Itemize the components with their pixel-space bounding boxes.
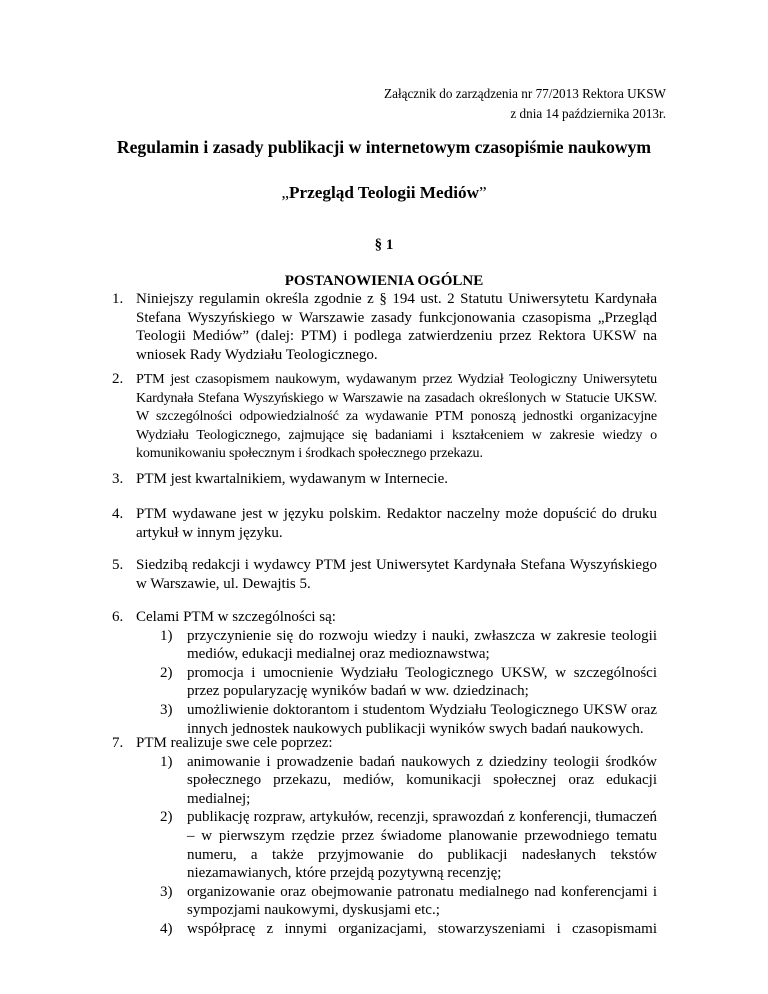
sub-item-number: 3) <box>160 701 173 718</box>
sub-item-7-2 <box>160 808 657 882</box>
list-item-text: PTM jest czasopismem naukowym, wydawanym przez Wydział Teologiczny Uniwersytetu Kardynała Stefana Wyszyńskiego w Warszawie na zasadach określonych w Statucie UKSW. W szczególności odpowiedzialność za wydawanie PTM ponoszą jednostki organizacyjne Wydziału Teologicznego, zajmujące się badaniami i kształceniem w zakresie wiedzy o komunikowaniu społecznym i środkach społecznego przekazu. <box>136 371 657 462</box>
list-item-7 <box>112 734 657 939</box>
list-item-number: 2. <box>112 371 124 387</box>
sub-item-text: publikację rozpraw, artykułów, recenzji, sprawozdań z konferencji, tłumaczeń – w pierwszym rzędzie przez świadome planowanie przewodniego tematu numeru, a także przyjmowanie do publikacji nadesłanych tekstów niezamawianych, które przejdą pozytywną recenzję; <box>187 809 657 882</box>
sub-item-text: przyczynienie się do rozwoju wiedzy i nauki, zwłaszcza w zakresie teologii mediów, edukacji medialnej oraz medioznawstwa; <box>187 627 657 663</box>
list-item-number: 4. <box>112 506 124 522</box>
attachment-note-line-1: Załącznik do zarządzenia nr 77/2013 Rektora UKSW <box>384 86 666 101</box>
open-quote: „ <box>281 183 289 202</box>
sub-item-text: promocja i umocnienie Wydziału Teologicznego UKSW, w szczególności przez popularyzację wyników badań w ww. dziedzinach; <box>187 664 657 700</box>
sub-item-text: animowanie i prowadzenie badań naukowych z dziedziny teologii środków społecznego przekazu, mediów, komunikacji społecznej oraz edukacji medialnej; <box>187 753 657 807</box>
sub-item-7-4 <box>160 920 657 939</box>
list-item-text: Celami PTM w szczególności są: <box>136 609 336 625</box>
list-item-text: PTM wydawane jest w języku polskim. Redaktor naczelny może dopuścić do druku artykuł w innym języku. <box>136 506 657 541</box>
sub-item-text: współpracę z innymi organizacjami, stowarzyszeniami i czasopismami <box>187 920 657 937</box>
list-item-number: 3. <box>112 471 124 487</box>
journal-title <box>0 183 768 203</box>
sub-item-6-3 <box>160 701 657 738</box>
sub-item-number: 4) <box>160 920 173 937</box>
list-item-3 <box>112 470 657 489</box>
section-heading: POSTANOWIENIA OGÓLNE <box>284 273 484 289</box>
sub-item-text: organizowanie oraz obejmowanie patronatu medialnego nad konferencjami i sympozjami naukowymi, dyskusjami etc.; <box>187 883 657 919</box>
list-item-number: 5. <box>112 557 124 573</box>
list-item-number: 7. <box>112 735 124 751</box>
attachment-note <box>384 84 666 124</box>
section-number: § 1 <box>374 237 394 253</box>
list-item-5 <box>112 556 657 593</box>
list-item-text: Niniejszy regulamin określa zgodnie z § 194 ust. 2 Statutu Uniwersytetu Kardynała Stefana Wyszyńskiego w Warszawie zasady funkcjonowania czasopisma „Przegląd Teologii Mediów” (dalej: PTM) i podlega zatwierdzeniu przez Rektora UKSW na wniosek Rady Wydziału Teologicznego. <box>136 291 657 363</box>
sub-item-7-3 <box>160 883 657 920</box>
journal-name: Przegląd Teologii Mediów <box>288 183 479 202</box>
list-item-text: PTM realizuje swe cele poprzez: <box>136 735 333 751</box>
sub-item-7-1 <box>160 753 657 809</box>
attachment-note-line-2: z dnia 14 października 2013r. <box>510 106 666 121</box>
list-item-number: 6. <box>112 609 124 625</box>
sub-item-number: 1) <box>160 753 173 770</box>
sub-item-6-1 <box>160 627 657 664</box>
sub-item-text: umożliwienie doktorantom i studentom Wydziału Teologicznego UKSW oraz innych jednostek naukowych publikacji wyników swych badań naukowych. <box>187 701 657 737</box>
list-item-text: Siedzibą redakcji i wydawcy PTM jest Uniwersytet Kardynała Stefana Wyszyńskiego w Warszawie, ul. Dewajtis 5. <box>136 557 657 592</box>
sub-item-number: 2) <box>160 809 173 826</box>
list-item-4 <box>112 505 657 542</box>
sub-item-6-2 <box>160 664 657 701</box>
list-item-6 <box>112 608 657 738</box>
list-item-1 <box>112 290 657 364</box>
document-title: Regulamin i zasady publikacji w internetowym czasopiśmie naukowym <box>116 137 652 157</box>
sub-item-number: 3) <box>160 883 173 900</box>
sub-item-number: 1) <box>160 627 173 644</box>
list-item-number: 1. <box>112 291 124 307</box>
sub-item-number: 2) <box>160 664 173 681</box>
close-quote: ” <box>479 183 487 202</box>
list-item-2 <box>112 370 657 463</box>
list-item-text: PTM jest kwartalnikiem, wydawanym w Internecie. <box>136 471 448 487</box>
